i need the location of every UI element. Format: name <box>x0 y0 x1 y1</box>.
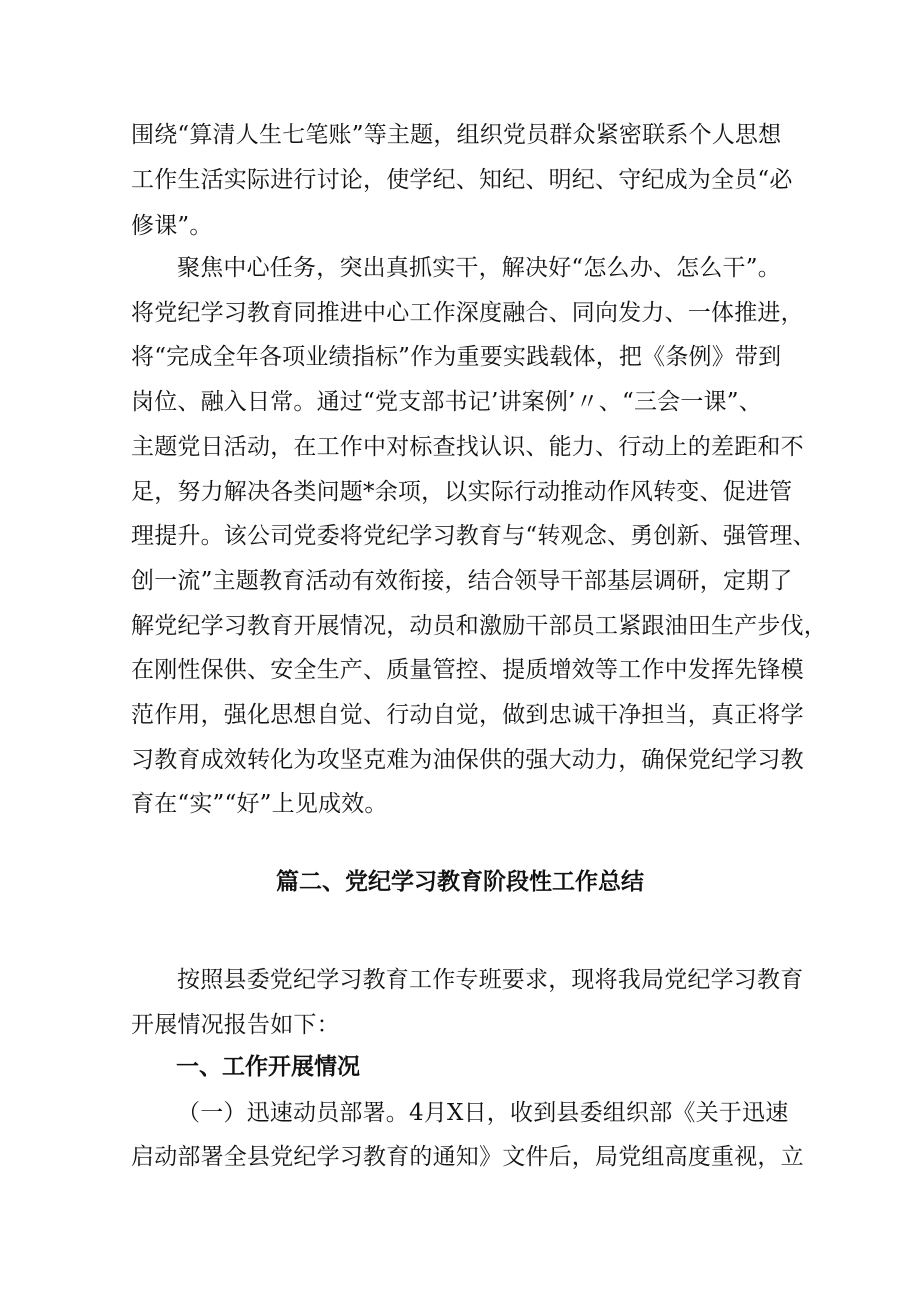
paragraph-3-line-2: 开展情况报告如下： <box>131 1012 340 1038</box>
paragraph-1-line-1: 围绕“算清人生七笔账”等主题，组织党员群众紧密联系个人思想 <box>131 122 782 148</box>
section-title: 篇二、党纪学习教育阶段性工作总结 <box>276 869 644 895</box>
paragraph-4-line-2: 启动部署全县党纪学习教育的通知》文件后，局党组高度重视，立 <box>131 1144 804 1170</box>
paragraph-2-line-10: 在刚性保供、安全生产、质量管控、提质增效等工作中发挥先锋模 <box>131 657 804 683</box>
paragraph-2-line-13: 育在“实”“好”上见成效。 <box>131 791 388 817</box>
paragraph-2-line-4: 岗位、融入日常。通过“党支部书记’讲案例’〃、“三会一课”、 <box>131 389 762 415</box>
paragraph-2-line-1: 聚焦中心任务，突出真抓实干，解决好“怎么办、怎么干”。 <box>177 255 781 281</box>
paragraph-2-line-5: 主题党日活动，在工作中对标查找认识、能力、行动上的差距和不 <box>131 434 804 460</box>
paragraph-2-line-9: 解党纪学习教育开展情况，动员和激励干部员工紧跟油田生产步伐， <box>131 613 827 639</box>
subheading-work-progress: 一、工作开展情况 <box>176 1054 360 1080</box>
paragraph-2-line-7: 理提升。该公司党委将党纪学习教育与“转观念、勇创新、强管理、 <box>131 523 816 549</box>
paragraph-2-line-11: 范作用，强化思想自觉、行动自觉，做到忠诚干净担当，真正将学 <box>131 702 804 728</box>
paragraph-4-line-1: （一）迅速动员部署。4月X日，收到县委组织部《关于迅速 <box>177 1100 789 1126</box>
paragraph-2-line-3: 将“完成全年各项业绩指标”作为重要实践载体，把《条例》带到 <box>131 344 782 370</box>
paragraph-1-line-2: 工作生活实际进行讨论，使学纪、知纪、明纪、守纪成为全员“必 <box>131 167 793 193</box>
paragraph-2-line-2: 将党纪学习教育同推进中心工作深度融合、同向发力、一体推进， <box>131 300 804 326</box>
paragraph-2-line-8: 创一流”主题教育活动有效衔接，结合领导干部基层调研，定期了 <box>131 568 793 594</box>
paragraph-2-line-6: 足，努力解决各类问题*余项，以实际行动推动作风转变、促进管 <box>131 479 793 505</box>
paragraph-1-line-3: 修课”。 <box>131 213 213 239</box>
paragraph-3-line-1: 按照县委党纪学习教育工作专班要求，现将我局党纪学习教育 <box>177 967 804 993</box>
paragraph-2-line-12: 习教育成效转化为攻坚克难为油保供的强大动力，确保党纪学习教 <box>131 747 804 773</box>
